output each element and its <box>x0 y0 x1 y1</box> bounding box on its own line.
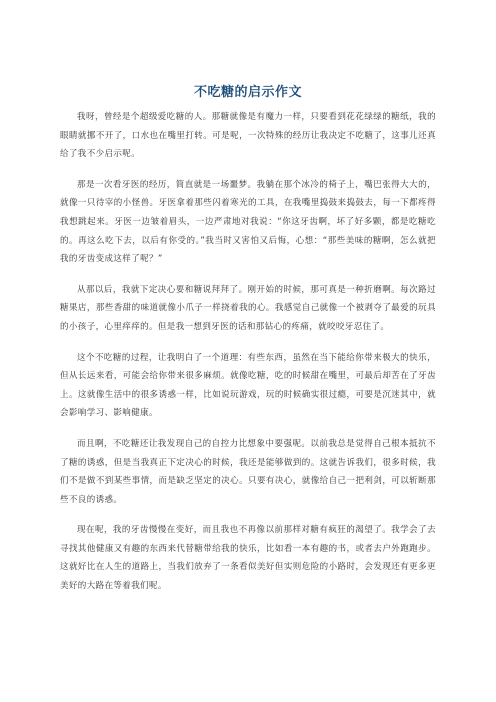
page-title: 不吃糖的启示作文 <box>193 85 302 100</box>
paragraph-6: 现在呢，我的牙齿慢慢在变好，而且我也不再像以前那样对糖有疯狂的渴望了。我学会了去寻找其他健康又有趣的东西来代替糖带给我的快乐，比如看一本有趣的书，或者去户外跑跑步。这就好比在人生的道路上，当我们放弃了一条看似美好但实则危险的小路时，会发现还有更多更美好的大路在等着我们呢。 <box>60 525 436 592</box>
paragraph-2: 那是一次看牙医的经历，简直就是一场噩梦。我躺在那个冰冷的椅子上，嘴巴张得大大的，就像一只待宰的小怪兽。牙医拿着那些闪着寒光的工具，在我嘴里捣鼓来捣鼓去，每一下都疼得我想跳起来。牙医一边皱着眉头，一边严肃地对我说：“你这牙齿啊，坏了好多颗，都是吃糖吃的。再这么吃下去，以后有你受的。”我当时又害怕又后悔，心想：“那些美味的糖啊，怎么就把我的牙齿变成这样了呢？” <box>60 179 436 265</box>
paragraph-3: 从那以后，我就下定决心要和糖说拜拜了。刚开始的时候，那可真是一种折磨啊。每次路过糖果店，那些香甜的味道就像小爪子一样挠着我的心。我感觉自己就像一个被剥夺了最爱的玩具的小孩子，心里痒痒的。但是我一想到牙医的话和那钻心的疼痛，就咬咬牙忍住了。 <box>60 284 436 332</box>
paragraph-4: 这个不吃糖的过程，让我明白了一个道理：有些东西，虽然在当下能给你带来极大的快乐，但从长远来看，可能会给你带来很多麻烦。就像吃糖，吃的时候甜在嘴里，可最后却苦在了牙齿上。这就像生活中的很多诱惑一样，比如说玩游戏，玩的时候确实很过瘾，可要是沉迷其中，就会影响学习、影响健康。 <box>60 352 436 419</box>
paragraph-5: 而且啊，不吃糖还让我发现自己的自控力比想象中要强呢。以前我总是觉得自己根本抵抗不了糖的诱惑，但是当我真正下定决心的时候，我还是能够做到的。这就告诉我们，很多时候，我们不是做不到某些事情，而是缺乏坚定的决心。只要有决心，就像给自己一把利剑，可以斩断那些不良的诱惑。 <box>60 438 436 505</box>
paragraph-1: 我呀，曾经是个超级爱吃糖的人。那糖就像是有魔力一样，只要看到花花绿绿的糖纸，我的眼睛就挪不开了，口水也在嘴里打转。可是呢，一次特殊的经历让我决定不吃糖了，这事儿还真给了我不少启示呢。 <box>60 112 436 160</box>
article-body <box>60 108 436 608</box>
